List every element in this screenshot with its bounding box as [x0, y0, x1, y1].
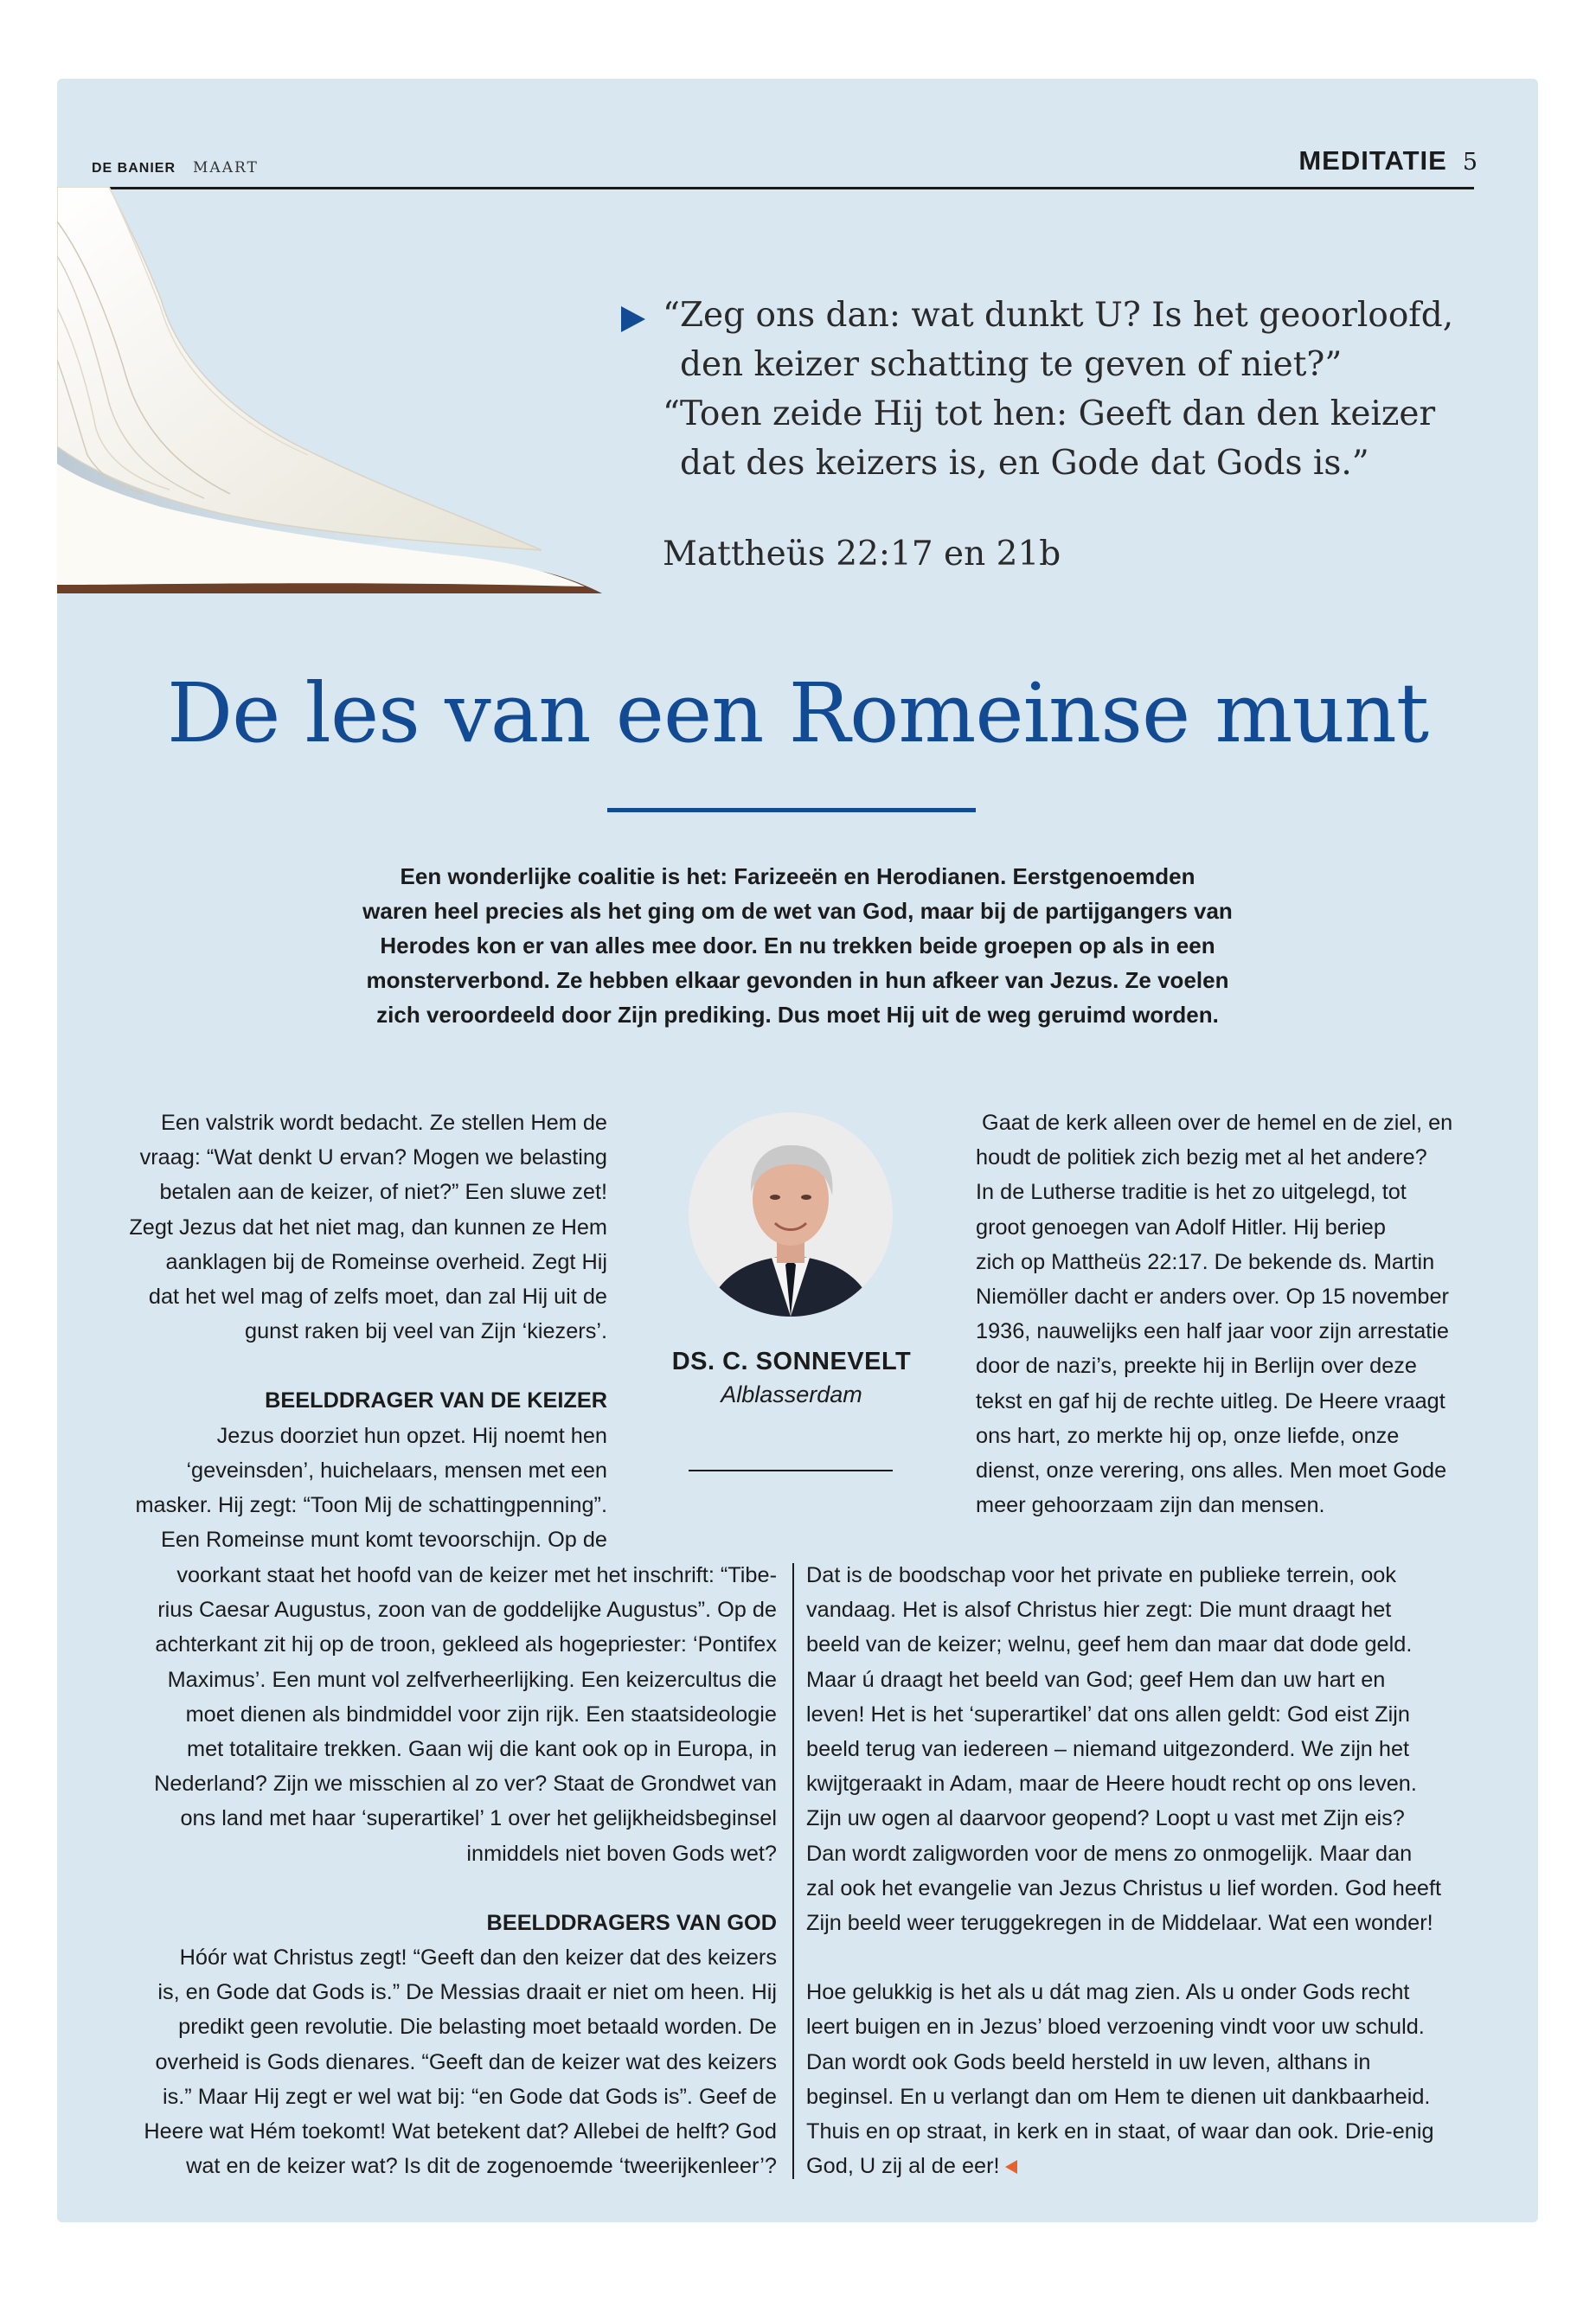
quote-line: “Toen zeide Hij tot hen: Geeft dan den keizer	[663, 394, 1436, 433]
left-column-top	[87, 1106, 607, 1557]
section-name: MEDITATIE	[1298, 145, 1447, 176]
body-line: vraag: “Wat denkt U ervan? Mogen we belasting	[139, 1145, 607, 1170]
body-line: Hoe gelukkig is het als u dát mag zien. Als u onder Gods recht	[806, 1980, 1410, 2005]
right-column-bottom	[806, 1558, 1498, 2183]
running-header	[92, 159, 259, 176]
body-line: Dan wordt zaligworden voor de mens zo onmogelijk. Maar dan	[806, 1841, 1413, 1866]
title-underline	[607, 808, 976, 812]
body-line: masker. Hij zegt: “Toon Mij de schattingpenning”.	[135, 1493, 607, 1518]
body-line: beginsel. En u verlangt dan om Hem te dienen uit dankbaarheid.	[806, 2084, 1431, 2109]
body-line: vandaag. Het is alsof Christus hier zegt: Die munt draagt het	[806, 1598, 1392, 1623]
issue-month: MAART	[193, 159, 259, 176]
body-line: leert buigen en in Jezus’ bloed verzoening vindt voor uw schuld.	[806, 2015, 1425, 2040]
body-line: zal ook het evangelie van Jezus Christus u lief worden. God heeft	[806, 1875, 1442, 1900]
open-book-illustration	[57, 187, 611, 593]
body-line: ons land met haar ‘superartikel’ 1 over het gelijkheidsbeginsel	[180, 1806, 777, 1831]
body-line: voorkant staat het hoofd van de keizer met het inschrift: “Tibe-	[176, 1563, 777, 1587]
body-line: leven! Het is het ‘superartikel’ dat ons allen geldt: God eist Zijn	[806, 1702, 1410, 1727]
body-line: Nederland? Zijn we misschien al zo ver? Staat de Grondwet van	[154, 1772, 777, 1797]
article-lead	[311, 859, 1284, 1032]
quote-reference: Mattheüs 22:17 en 21b	[663, 535, 1061, 574]
body-line: overheid is Gods dienares. “Geeft dan de keizer wat des keizers	[155, 2049, 777, 2074]
article-title: De les van een Romeinse munt	[166, 666, 1429, 761]
body-line: Zegt Jezus dat het niet mag, dan kunnen ze Hem	[129, 1215, 607, 1240]
body-line: predikt geen revolutie. Die belasting moet betaald worden. De	[178, 2015, 777, 2040]
body-line: Gaat de kerk alleen over de hemel en de ziel, en	[976, 1111, 1453, 1135]
body-line: inmiddels niet boven Gods wet?	[466, 1841, 777, 1866]
section-heading-keizer: BEELDDRAGER VAN DE KEIZER	[265, 1388, 607, 1413]
body-line: betalen aan de keizer, of niet?” Een sluwe zet!	[159, 1180, 607, 1205]
body-line: aanklagen bij de Romeinse overheid. Zegt Hij	[165, 1249, 607, 1274]
author-portrait	[689, 1112, 893, 1317]
author-byline	[657, 1348, 926, 1408]
body-line: Dan wordt ook Gods beeld hersteld in uw leven, althans in	[806, 2049, 1371, 2074]
quote-line: dat des keizers is, en Gode dat Gods is.”	[680, 444, 1369, 483]
column-divider	[792, 1563, 794, 2179]
final-text: God, U zij al de eer!	[806, 2154, 1000, 2179]
body-line: 1936, nauwelijks een half jaar voor zijn arrestatie	[976, 1319, 1449, 1344]
body-line: Zijn uw ogen al daarvoor geopend? Loopt u vast met Zijn eis?	[806, 1806, 1405, 1831]
body-line: meer gehoorzaam zijn dan mensen.	[976, 1493, 1325, 1518]
body-line: Een Romeinse munt komt tevoorschijn. Op de	[160, 1528, 607, 1553]
lead-line: zich veroordeeld door Zijn prediking. Dus moet Hij uit de weg geruimd worden.	[376, 1002, 1219, 1028]
right-column-top	[976, 1106, 1512, 1522]
body-line: rius Caesar Augustus, zoon van de goddelijke Augustus”. Op de	[157, 1598, 777, 1623]
lead-line: Een wonderlijke coalitie is het: Farizeeën en Herodianen. Eerstgenoemden	[400, 863, 1195, 889]
body-line: dat het wel mag of zelfs moet, dan zal Hij uit de	[148, 1285, 607, 1310]
body-line: tekst en gaf hij de rechte uitleg. De Heere vraagt	[976, 1388, 1445, 1413]
body-line: beeld van de keizer; welnu, geef hem dan maar dat dode geld.	[806, 1632, 1413, 1657]
body-line: achterkant zit hij op de troon, gekleed als hogepriester: ‘Pontifex	[155, 1632, 777, 1657]
body-line: Hóór wat Christus zegt! “Geeft dan den keizer dat des keizers	[179, 1945, 777, 1971]
body-line: is.” Maar Hij zegt er wel wat bij: “en Gode dat Gods is”. Geef de	[162, 2084, 777, 2109]
body-line: moet dienen als bindmiddel voor zijn rijk. Een staatsideologie	[185, 1702, 777, 1727]
left-column-bottom	[87, 1558, 777, 2183]
body-line: Zijn beeld weer teruggekregen in de Middelaar. Wat een wonder!	[806, 1911, 1433, 1936]
section-heading-god: BEELDDRAGERS VAN GOD	[486, 1910, 777, 1935]
body-line: groot genoegen van Adolf Hitler. Hij beriep	[976, 1215, 1386, 1240]
body-line: Maar ú draagt het beeld van God; geef Hem dan uw hart en	[806, 1667, 1386, 1692]
body-line: Jezus doorziet hun opzet. Hij noemt hen	[216, 1423, 607, 1448]
quote-line: “Zeg ons dan: wat dunkt U? Is het geoorloofd,	[663, 296, 1454, 335]
lead-line: monsterverbond. Ze hebben elkaar gevonden in hun afkeer van Jezus. Ze voelen	[366, 967, 1229, 993]
body-line: gunst raken bij veel van Zijn ‘kiezers’.	[245, 1319, 607, 1344]
body-line: ons hart, zo merkte hij op, onze liefde, onze	[976, 1423, 1400, 1448]
body-line: Dat is de boodschap voor het private en publieke terrein, ook	[806, 1563, 1397, 1587]
lead-line: waren heel precies als het ging om de wet van God, maar bij de partijgangers van	[362, 898, 1233, 924]
body-line: met totalitaire trekken. Gaan wij die kant ook op in Europa, in	[187, 1737, 777, 1762]
body-line: is, en Gode dat Gods is.” De Messias draait er niet om heen. Hij	[157, 1980, 777, 2005]
publication-name: DE BANIER	[92, 161, 176, 176]
quote-line: den keizer schatting te geven of niet?”	[680, 345, 1343, 384]
body-line: Thuis en op straat, in kerk en in staat, of waar dan ook. Drie-enig	[806, 2119, 1434, 2144]
author-place: Alblasserdam	[721, 1381, 862, 1407]
lead-line: Herodes kon er van alles mee door. En nu trekken beide groepen op als in een	[380, 933, 1215, 958]
bible-quote	[621, 291, 1469, 488]
body-line: Een valstrik wordt bedacht. Ze stellen Hem de	[160, 1111, 607, 1135]
body-line: Heere wat Hém toekomt! Wat betekent dat? Allebei de helft? God	[144, 2119, 777, 2144]
body-line-last	[806, 2149, 1498, 2183]
body-line: Maximus’. Een munt vol zelfverheerlijking. Een keizercultus die	[167, 1667, 777, 1692]
author-name: DS. C. SONNEVELT	[671, 1348, 912, 1375]
body-line: door de nazi’s, preekte hij in Berlijn over deze	[976, 1354, 1417, 1379]
body-line: In de Lutherse traditie is het zo uitgelegd, tot	[976, 1180, 1407, 1205]
section-header	[1298, 145, 1478, 176]
body-line: zich op Mattheüs 22:17. De bekende ds. Martin	[976, 1249, 1435, 1274]
end-mark-icon	[1005, 2160, 1017, 2174]
body-line: wat en de keizer wat? Is dit de zogenoemde ‘tweerijkenleer’?	[186, 2154, 777, 2179]
quote-triangle-icon	[621, 306, 645, 332]
page-number: 5	[1462, 149, 1478, 176]
portrait-drawing	[689, 1112, 893, 1317]
body-line: beeld terug van iedereen – niemand uitgezonderd. We zijn het	[806, 1737, 1410, 1762]
body-line: ‘geveinsden’, huichelaars, mensen met een	[186, 1458, 607, 1483]
body-line: houdt de politiek zich bezig met al het andere?	[976, 1145, 1427, 1170]
body-line: dienst, onze verering, ons alles. Men moet Gode	[976, 1458, 1447, 1484]
body-line: Niemöller dacht er anders over. Op 15 november	[976, 1285, 1449, 1310]
body-line: kwijtgeraakt in Adam, maar de Heere houdt recht op ons leven.	[806, 1772, 1417, 1797]
author-rule	[689, 1470, 893, 1471]
